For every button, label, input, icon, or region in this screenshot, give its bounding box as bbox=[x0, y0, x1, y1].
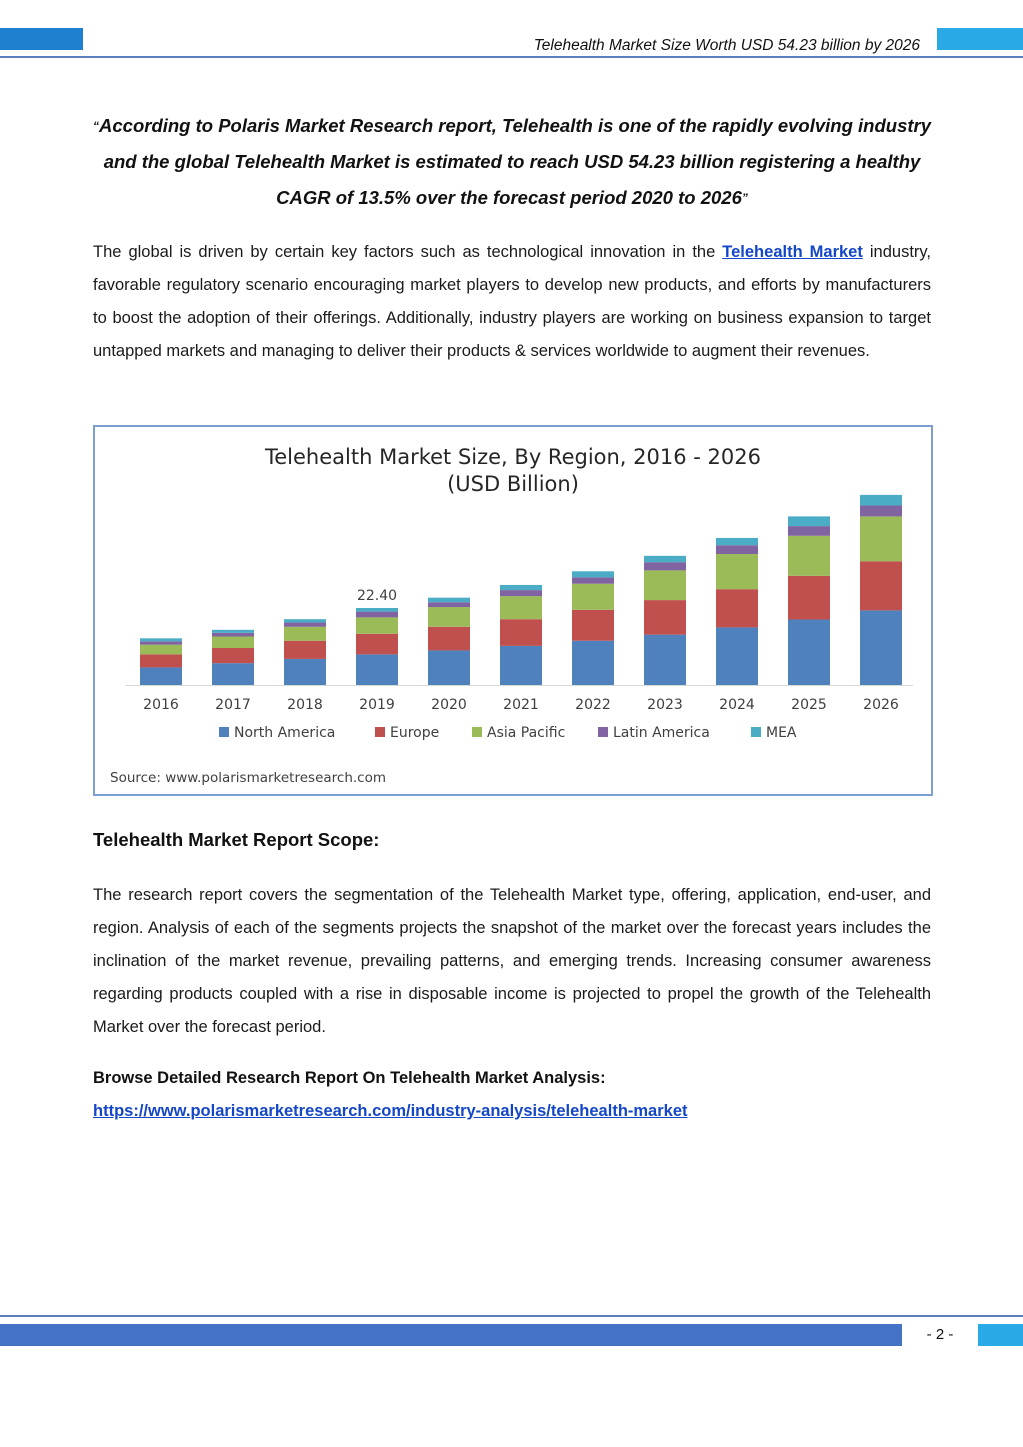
bar-2026-mea bbox=[860, 495, 902, 506]
bar-2017-europe bbox=[212, 648, 254, 663]
chart-title: Telehealth Market Size, By Region, 2016 - 2026 bbox=[265, 445, 761, 469]
bar-2024-latin-america bbox=[716, 545, 758, 554]
legend-swatch bbox=[598, 727, 608, 737]
x-tick-label: 2016 bbox=[143, 697, 179, 713]
bar-2022-mea bbox=[572, 571, 614, 577]
header-accent-bar-right bbox=[937, 28, 1023, 50]
chart-canvas bbox=[95, 427, 931, 794]
report-scope-paragraph: The research report covers the segmentation of the Telehealth Market type, offering, application, end-user, and region. Analysis of each of the segments projects the snapshot of the market over the forecast years includes the inclination of the market revenue, prevailing patterns, and emerging trends. Increasing consumer awareness regarding products coupled with a rise in disposable income is projected to propel the growth of the Telehealth Market over the forecast period. bbox=[93, 886, 931, 1036]
bar-2025-latin-america bbox=[788, 526, 830, 536]
bar-2020-north-america bbox=[428, 650, 470, 685]
bar-2023-asia-pacific bbox=[644, 570, 686, 600]
market-size-chart bbox=[93, 425, 933, 796]
running-header-title: Telehealth Market Size Worth USD 54.23 billion by 2026 bbox=[533, 37, 920, 54]
bar-2024-mea bbox=[716, 538, 758, 545]
quote-text: According to Polaris Market Research report, Telehealth is one of the rapidly evolving industry and the global Telehealth Market is estimated to reach USD 54.23 billion registering a healthy CAGR of 13.5% over the forecast period 2020 to 2026 bbox=[99, 115, 932, 208]
bar-2017-asia-pacific bbox=[212, 636, 254, 648]
bar-2019-latin-america bbox=[356, 612, 398, 618]
telehealth-market-link[interactable]: Telehealth Market bbox=[722, 243, 863, 261]
x-tick-label: 2023 bbox=[647, 697, 683, 713]
bar-2026-asia-pacific bbox=[860, 516, 902, 561]
legend-label: Asia Pacific bbox=[487, 725, 566, 741]
legend-swatch bbox=[219, 727, 229, 737]
bar-2026-europe bbox=[860, 561, 902, 610]
page-number: - 2 - bbox=[926, 1326, 954, 1343]
bar-2022-north-america bbox=[572, 641, 614, 685]
header-rule bbox=[0, 56, 1023, 58]
x-tick-label: 2021 bbox=[503, 697, 539, 713]
browse-report-heading: Browse Detailed Research Report On Telehealth Market Analysis: bbox=[93, 1069, 606, 1087]
chart-source: Source: www.polarismarketresearch.com bbox=[110, 770, 387, 786]
bar-2017-north-america bbox=[212, 663, 254, 685]
bar-2020-asia-pacific bbox=[428, 607, 470, 627]
bar-2020-mea bbox=[428, 598, 470, 603]
bar-2024-europe bbox=[716, 589, 758, 627]
intro-text-start: The global is driven by certain key factors such as technological innovation in the bbox=[93, 243, 723, 261]
bar-2024-asia-pacific bbox=[716, 554, 758, 589]
bar-2016-europe bbox=[140, 654, 182, 667]
quote-close-mark: ” bbox=[741, 191, 748, 205]
bar-2019-mea bbox=[356, 608, 398, 612]
bar-2017-latin-america bbox=[212, 633, 254, 637]
bar-2025-mea bbox=[788, 516, 830, 526]
legend-label: MEA bbox=[766, 725, 797, 741]
chart-x-axis-labels bbox=[143, 697, 899, 713]
bar-2021-europe bbox=[500, 619, 542, 646]
bar-2023-mea bbox=[644, 556, 686, 562]
bar-2020-europe bbox=[428, 627, 470, 651]
footer-rule bbox=[0, 1315, 1023, 1317]
bar-2018-mea bbox=[284, 619, 326, 622]
legend-label: Europe bbox=[390, 725, 440, 741]
bar-2020-latin-america bbox=[428, 602, 470, 607]
footer-accent-bar-left bbox=[0, 1324, 902, 1346]
x-tick-label: 2026 bbox=[863, 697, 899, 713]
legend-swatch bbox=[375, 727, 385, 737]
bar-2019-europe bbox=[356, 634, 398, 655]
x-tick-label: 2025 bbox=[791, 697, 827, 713]
header-accent-bar-left bbox=[0, 28, 83, 50]
legend-swatch bbox=[751, 727, 761, 737]
legend-label: North America bbox=[234, 725, 336, 741]
bar-2023-latin-america bbox=[644, 562, 686, 570]
bar-2016-mea bbox=[140, 638, 182, 641]
bar-2018-latin-america bbox=[284, 623, 326, 627]
legend-label: Latin America bbox=[613, 725, 710, 741]
bar-2026-north-america bbox=[860, 610, 902, 685]
legend-swatch bbox=[472, 727, 482, 737]
x-tick-label: 2017 bbox=[215, 697, 251, 713]
bar-2022-europe bbox=[572, 610, 614, 641]
x-tick-label: 2018 bbox=[287, 697, 323, 713]
chart-legend bbox=[219, 725, 797, 741]
quote-open-mark: “ bbox=[93, 119, 99, 133]
bar-2023-europe bbox=[644, 600, 686, 635]
bar-2025-europe bbox=[788, 576, 830, 620]
bar-2016-asia-pacific bbox=[140, 645, 182, 655]
bar-2018-asia-pacific bbox=[284, 627, 326, 641]
bar-2018-north-america bbox=[284, 659, 326, 685]
bar-2023-north-america bbox=[644, 635, 686, 685]
data-label: 22.40 bbox=[356, 587, 398, 604]
report-scope-heading: Telehealth Market Report Scope: bbox=[93, 829, 380, 850]
bar-2022-asia-pacific bbox=[572, 584, 614, 610]
x-tick-label: 2020 bbox=[431, 697, 467, 713]
chart-bars bbox=[125, 495, 913, 686]
bar-2021-north-america bbox=[500, 646, 542, 685]
report-url-link[interactable]: https://www.polarismarketresearch.com/industry-analysis/telehealth-market bbox=[93, 1102, 688, 1120]
x-tick-label: 2022 bbox=[575, 697, 611, 713]
bar-2021-latin-america bbox=[500, 590, 542, 596]
x-tick-label: 2024 bbox=[719, 697, 755, 713]
bar-2025-asia-pacific bbox=[788, 536, 830, 576]
x-tick-label: 2019 bbox=[359, 697, 395, 713]
bar-2017-mea bbox=[212, 630, 254, 633]
bar-2019-asia-pacific bbox=[356, 617, 398, 633]
bar-2022-latin-america bbox=[572, 577, 614, 583]
chart-annotations bbox=[357, 588, 397, 604]
bar-2025-north-america bbox=[788, 620, 830, 686]
bar-2024-north-america bbox=[716, 627, 758, 685]
intro-text-end: industry, favorable regulatory scenario encouraging market players to develop new products, and efforts by manufacturers to boost the adoption of their offerings. Additionally, industry players are working on business expansion to target untapped markets and managing to deliver their products & services worldwide to augment their revenues. bbox=[93, 243, 932, 360]
bar-2019-north-america bbox=[356, 654, 398, 685]
chart-subtitle: (USD Billion) bbox=[447, 472, 579, 496]
bar-2021-mea bbox=[500, 585, 542, 590]
bar-2026-latin-america bbox=[860, 505, 902, 516]
bar-2016-north-america bbox=[140, 667, 182, 685]
intro-paragraph bbox=[93, 236, 931, 368]
bar-2021-asia-pacific bbox=[500, 596, 542, 619]
bar-2016-latin-america bbox=[140, 641, 182, 644]
bar-2018-europe bbox=[284, 641, 326, 659]
footer-accent-bar-right bbox=[978, 1324, 1023, 1346]
highlight-quote bbox=[93, 108, 931, 216]
